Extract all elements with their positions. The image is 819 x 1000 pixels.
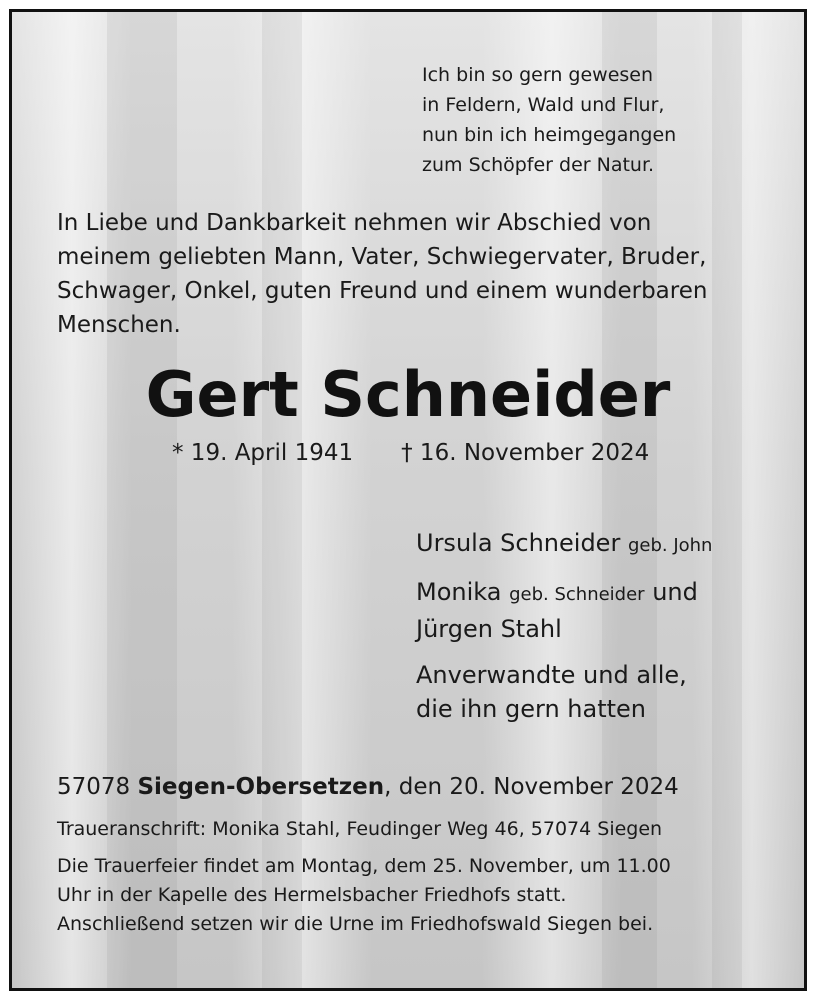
farewell-line: In Liebe und Dankbarkeit nehmen wir Abschied von — [57, 210, 652, 236]
farewell-line: meinem geliebten Mann, Vater, Schwiegervater, Bruder, — [57, 244, 707, 270]
service-line: Anschließend setzen wir die Urne im Friedhofswald Siegen bei. — [57, 913, 654, 935]
mourner-line: Anverwandte und alle, — [416, 661, 687, 689]
mourner-line: Jürgen Stahl — [416, 615, 562, 643]
farewell-line: Schwager, Onkel, guten Freund und einem wunderbaren — [57, 278, 708, 304]
service-line: Die Trauerfeier findet am Montag, dem 25. November, um 11.00 — [57, 855, 671, 877]
forest-trunk — [107, 12, 177, 988]
funeral-service-info — [57, 852, 797, 939]
mourner-line: die ihn gern hatten — [416, 695, 647, 723]
notice-date: , den 20. November 2024 — [384, 774, 679, 800]
poem-line: in Feldern, Wald und Flur, — [422, 94, 665, 116]
farewell-line: Menschen. — [57, 312, 181, 338]
postcode: 57078 — [57, 774, 131, 800]
mourner-maiden-name: geb. Schneider — [509, 584, 645, 605]
forest-trunk — [262, 12, 302, 988]
death-date: † 16. November 2024 — [401, 440, 650, 466]
farewell-text — [57, 206, 797, 342]
mourner-name: Ursula Schneider — [416, 529, 621, 557]
mourner-name: Monika — [416, 578, 502, 606]
poem-line: Ich bin so gern gewesen — [422, 64, 654, 86]
mourners — [416, 526, 712, 726]
obituary-notice — [9, 9, 807, 991]
place-and-date — [57, 774, 679, 800]
birth-date: * 19. April 1941 — [172, 440, 354, 466]
mourner-maiden-name: geb. John — [627, 535, 713, 556]
poem-line: zum Schöpfer der Natur. — [422, 154, 655, 176]
mourner-line — [416, 526, 712, 563]
city: Siegen-Obersetzen — [137, 774, 385, 800]
deceased-name: Gert Schneider — [145, 358, 671, 431]
service-line: Uhr in der Kapelle des Hermelsbacher Friedhofs statt. — [57, 884, 567, 906]
poem — [422, 60, 676, 180]
life-dates — [172, 440, 649, 466]
poem-line: nun bin ich heimgegangen — [422, 124, 677, 146]
mourner-conjunction: und — [652, 578, 698, 606]
mourning-address: Traueranschrift: Monika Stahl, Feudinger Weg 46, 57074 Siegen — [57, 818, 663, 840]
mourner-line — [416, 575, 712, 612]
forest-trunk — [712, 12, 742, 988]
